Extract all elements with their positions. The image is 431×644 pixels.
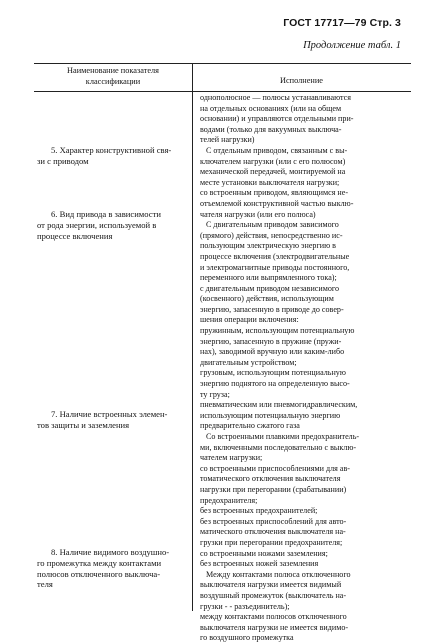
execution-line: между контактами полюсов отключенного: [200, 612, 347, 622]
page-header: ГОСТ 17717—79 Стр. 3: [283, 17, 401, 29]
execution-line: ключателем нагрузки (или с его полюсом): [200, 156, 346, 166]
execution-line: энергию поднятого на определенную высо-: [200, 379, 350, 389]
column-header-name-line: классификации: [85, 76, 141, 86]
execution-line: Между контактами полюса отключенного: [206, 569, 351, 579]
execution-line: с двигательным приводом независимого: [200, 283, 340, 293]
execution-line: предохранителя;: [200, 495, 258, 505]
row-5-label-line: зи с приводом: [37, 155, 89, 166]
execution-line: использующим потенциальную энергию: [200, 410, 341, 420]
execution-line: телей нагрузки): [200, 135, 255, 145]
table-header-rule: [34, 91, 411, 92]
execution-line: предварительно сжатого газа: [200, 421, 300, 431]
execution-line: энергию, запасенную в пружине (пружи-: [200, 336, 342, 346]
execution-line: Со встроенными плавкими предохранитель-: [206, 432, 360, 441]
row-8-label-line: теля: [37, 579, 53, 590]
execution-line: энергию, запасенную в приводе до совер-: [200, 304, 344, 314]
execution-line: чателя нагрузки (или его полюса): [200, 209, 316, 219]
execution-line: процессе включения (электродвигательные: [200, 251, 350, 261]
execution-line: без встроенных ножей заземления: [200, 559, 319, 569]
execution-line: С отдельным приводом, связанным с вы-: [206, 145, 348, 155]
execution-line: нагрузки при перегорании (срабатывании): [200, 484, 347, 494]
execution-line: нах), заводимой вручную или каким-либо: [200, 347, 345, 357]
row-7-label-line: тов защиты и заземления: [37, 419, 130, 430]
execution-line: томатического отключения выключателя: [200, 474, 341, 484]
execution-line: отъемлемой конструктивной частью выклю-: [200, 198, 354, 208]
execution-line: выключателя нагрузки не имеется видимо-: [200, 622, 349, 632]
execution-line: (косвенного) действия, использующим: [200, 294, 334, 304]
execution-line: на отдельных основаниях (или на общем: [200, 103, 342, 113]
execution-line: (прямого) действия, непосредственно ис-: [200, 230, 343, 240]
execution-line: без встроенных приспособлений для авто-: [200, 516, 347, 526]
execution-line: шения операции включения:: [200, 315, 299, 325]
column-header-execution: Исполнение: [280, 76, 323, 85]
row-6-label: [37, 209, 190, 241]
execution-line: чателем нагрузки;: [200, 453, 263, 463]
execution-line: переменного или выпрямленного тока);: [200, 273, 337, 283]
row-8-label: [37, 547, 190, 590]
execution-line: без встроенных предохранителей;: [200, 506, 318, 516]
execution-line: ми, включенными последовательно с выклю-: [200, 442, 357, 452]
execution-line: грузки - - разъединитель);: [200, 601, 290, 611]
row-8-label-line: полюсов отключенного выключа-: [37, 568, 161, 579]
row-8-label-line: го промежутка между контактами: [37, 557, 162, 568]
execution-line: воздушный промежуток (выключатель на-: [200, 590, 347, 600]
table-top-rule: [34, 63, 411, 64]
row-5-label: [37, 145, 190, 167]
execution-line: пневматическим или пневмогидравлическим,: [200, 400, 358, 410]
column-header-name-line: Наименование показателя: [67, 66, 159, 75]
execution-line: водами (только для вакуумных выключа-: [200, 124, 342, 134]
execution-line: со встроенными приспособлениями для ав-: [200, 463, 350, 473]
row-6-label-line: от рода энергии, используемой в: [37, 219, 157, 230]
execution-line: месте установки выключателя нагрузки;: [200, 177, 340, 187]
table-column-divider: [192, 63, 193, 611]
row-8-label-line: 8. Наличие видимого воздушно-: [51, 547, 170, 557]
execution-line: С двигательным приводом зависимого: [206, 220, 339, 230]
execution-line: пользующим электрическую энергию в: [200, 241, 337, 251]
column-header-name: [34, 66, 192, 87]
execution-line: выключателя нагрузки имеется видимый: [200, 580, 342, 590]
execution-line: пружинным, использующим потенциальную: [200, 326, 355, 336]
execution-line: матического отключения выключателя на-: [200, 527, 346, 537]
execution-line: двигательным устройством;: [200, 357, 297, 367]
execution-line: со встроенными ножами заземления;: [200, 548, 328, 558]
execution-line: механической передачей, монтируемой на: [200, 167, 346, 177]
execution-line: грузовым, использующим потенциальную: [200, 368, 346, 378]
execution-line: го воздушного промежутка: [200, 633, 294, 643]
row-7-label-line: 7. Наличие встроенных элемен-: [51, 409, 168, 419]
execution-line: грузки при перегорании предохранителя;: [200, 537, 343, 547]
row-5-label-line: 5. Характер конструктивной свя-: [51, 145, 172, 155]
classification-table: [34, 63, 411, 643]
table-continuation-caption: Продолжение табл. 1: [303, 40, 401, 51]
execution-line: и электромагнитные приводы постоянного,: [200, 262, 350, 272]
execution-line: ту груза;: [200, 389, 230, 399]
row-7-label: [37, 409, 190, 431]
row-6-label-line: процессе включения: [37, 230, 113, 241]
execution-line: однополюсное — полюсы устанавливаются: [200, 93, 351, 102]
execution-line: основании) и управляются отдельными при-: [200, 114, 354, 124]
row-6-label-line: 6. Вид привода в зависимости: [51, 209, 161, 219]
execution-line: со встроенным приводом, являющимся не-: [200, 188, 349, 198]
execution-column-text: [200, 93, 404, 644]
